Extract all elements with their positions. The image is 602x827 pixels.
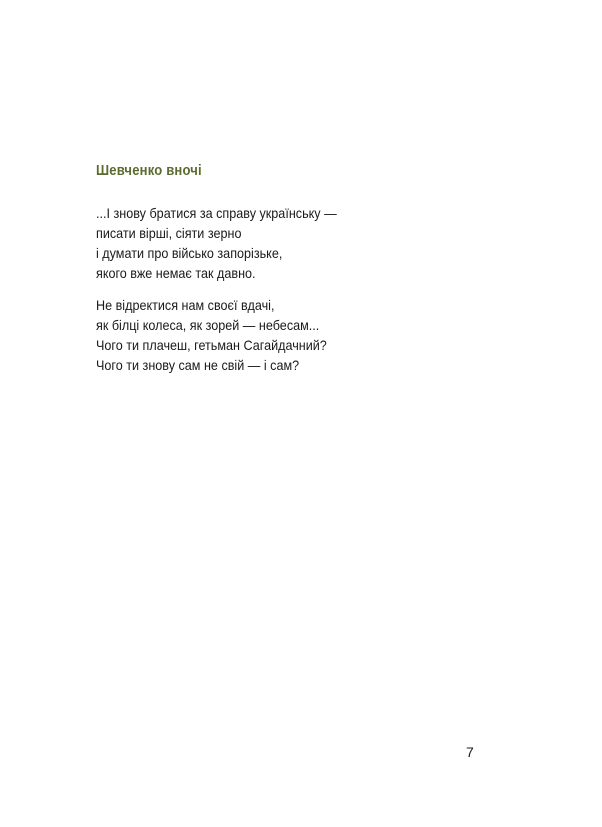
poem-line: Чого ти знову сам не свій — і сам? [96, 357, 300, 373]
poem-line: Чого ти плачеш, гетьман Сагайдачний? [96, 337, 327, 353]
stanza-2 [96, 295, 327, 375]
poem-line: писати вірші, сіяти зерно [96, 225, 242, 241]
poem-line: якого вже немає так давно. [96, 265, 256, 281]
poem-line: і думати про військо запорізьке, [96, 245, 283, 261]
stanza-1 [96, 203, 337, 283]
page-number: 7 [466, 744, 474, 760]
poem-line: Не відректися нам своєї вдачі, [96, 297, 275, 313]
poem-line: ...І знову братися за справу українську — [96, 205, 337, 221]
poem-title: Шевченко вночі [96, 163, 202, 179]
poem-line: як білці колеса, як зорей — небесам... [96, 317, 320, 333]
